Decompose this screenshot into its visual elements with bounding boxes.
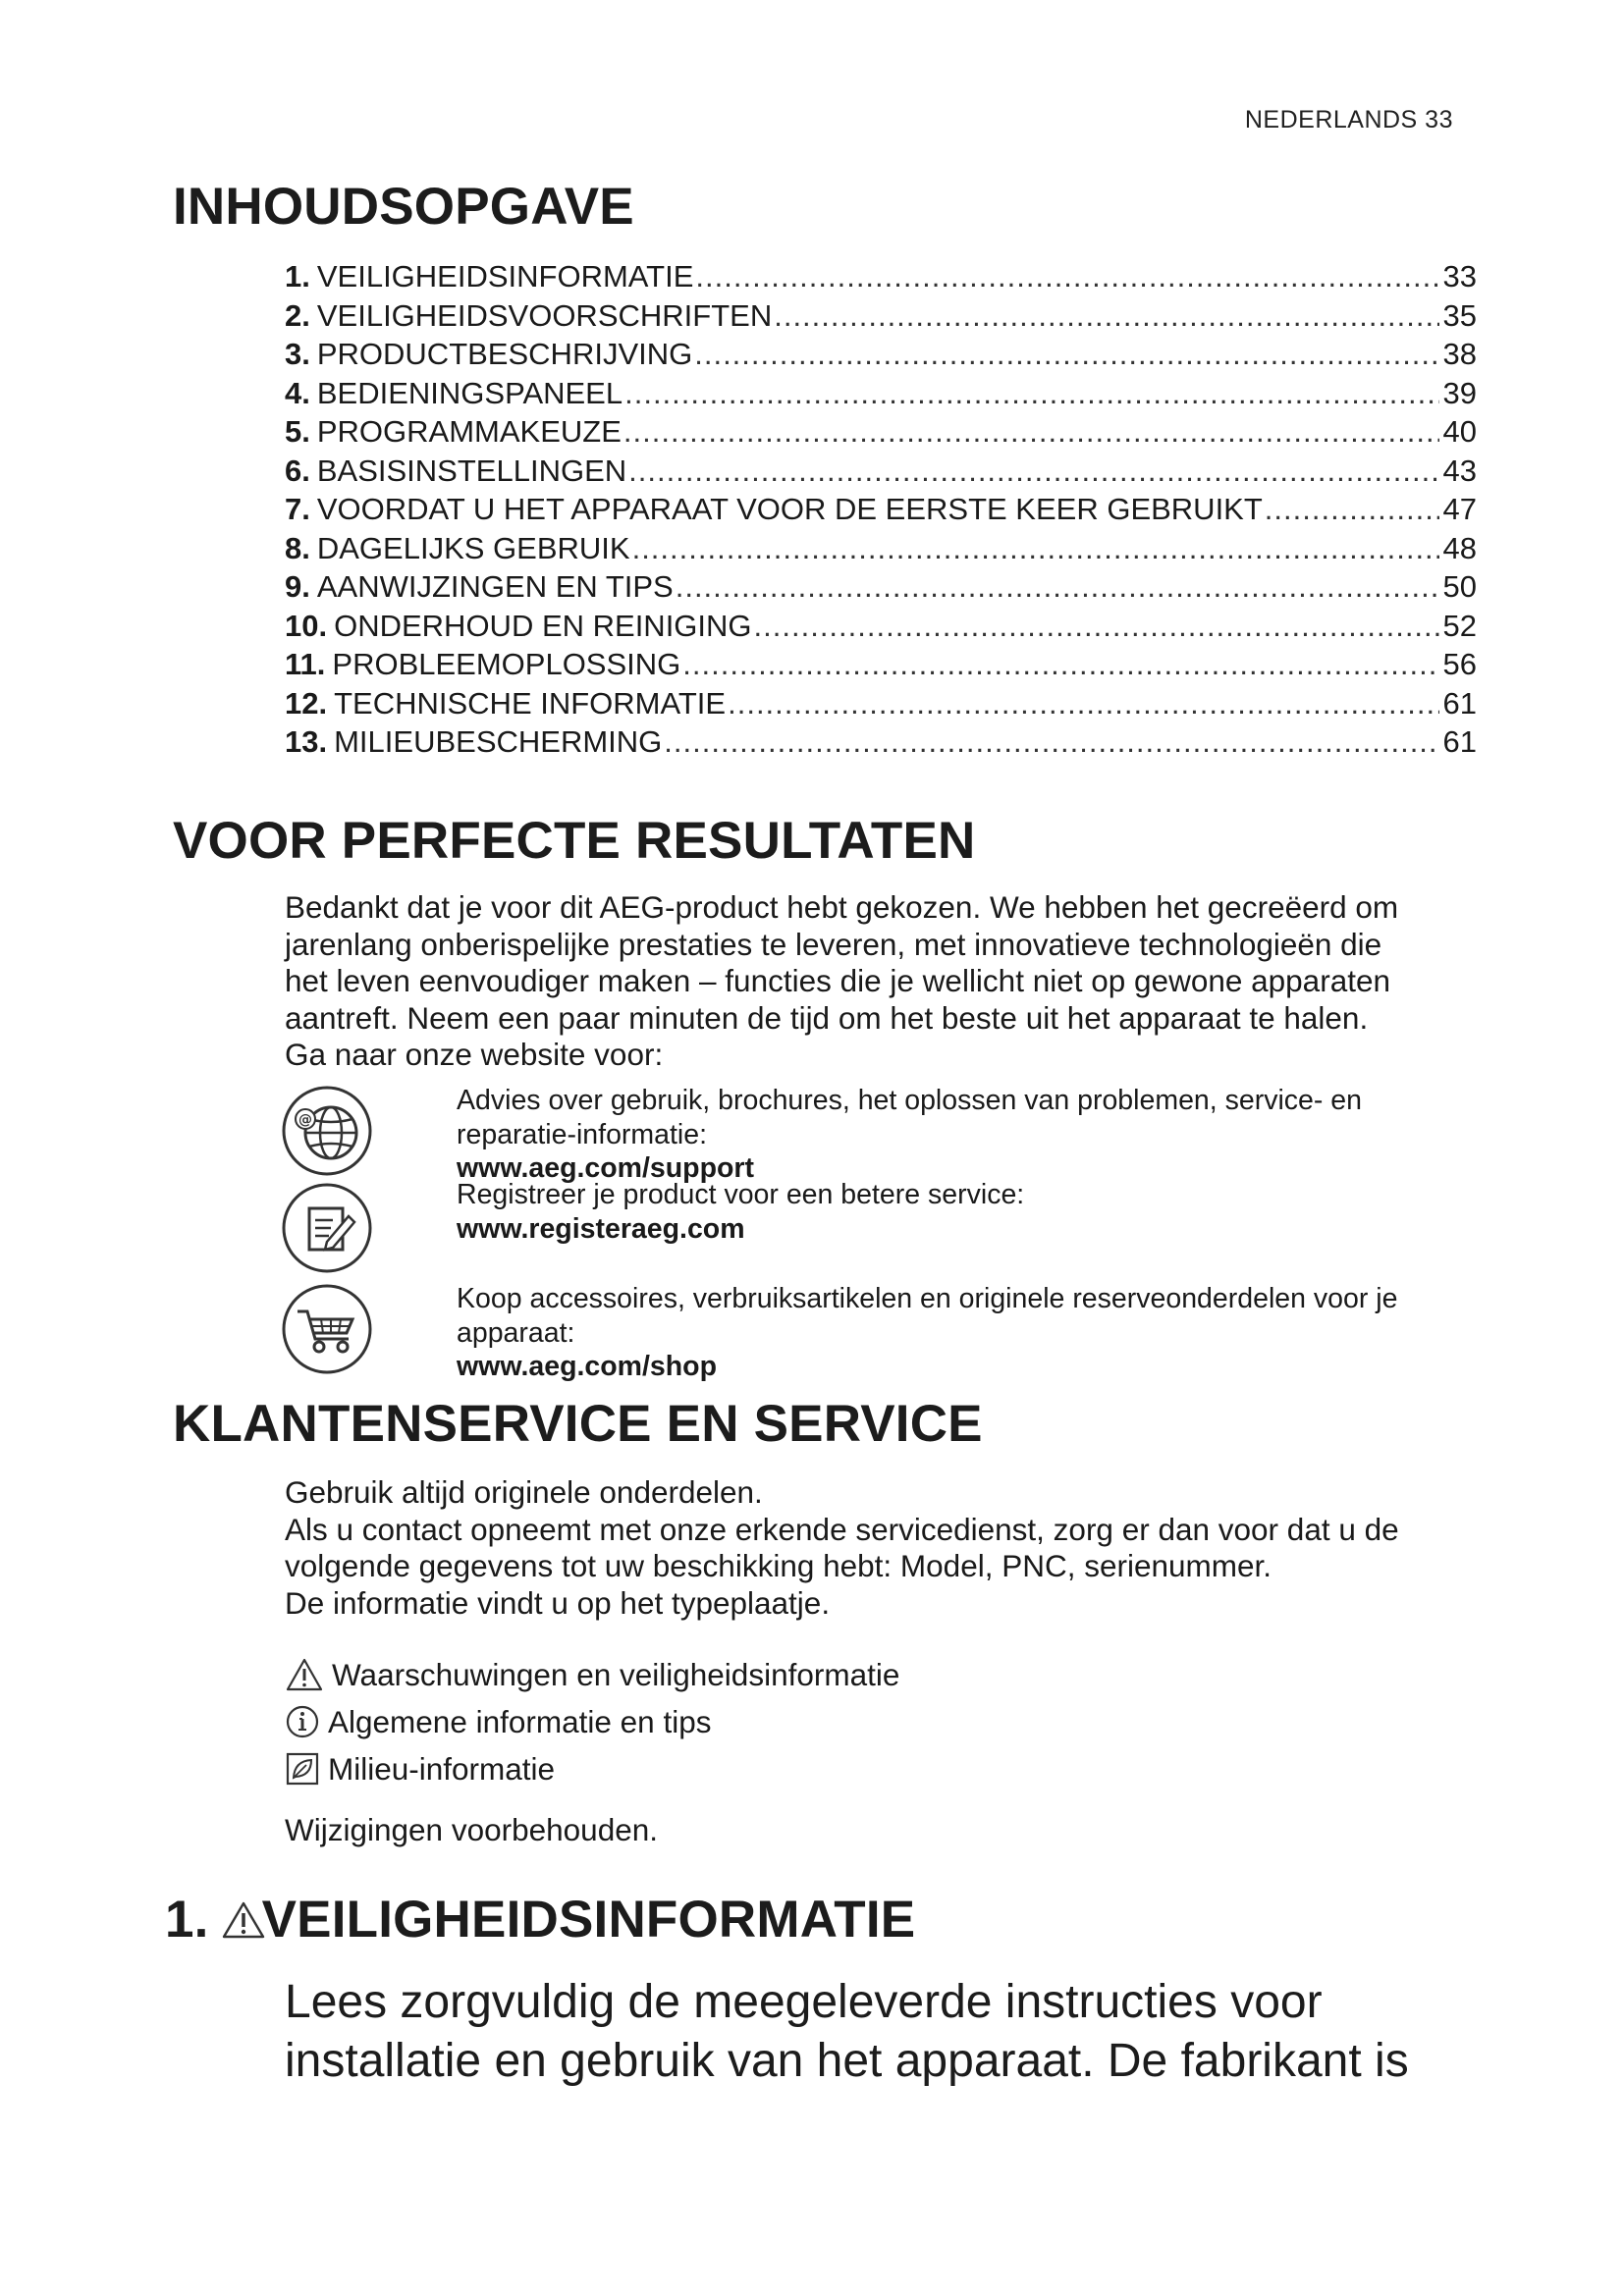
toc-leader — [623, 412, 1439, 452]
toc-entry[interactable] — [285, 490, 1477, 529]
toc-entry-title: DAGELIJKS GEBRUIK — [316, 530, 630, 565]
toc-entry[interactable] — [285, 335, 1477, 374]
toc-entry-title: PROGRAMMAKEUZE — [316, 414, 622, 449]
toc-leader — [728, 684, 1438, 723]
toc-entry-title: ONDERHOUD EN REINIGING — [334, 608, 752, 643]
toc-entry[interactable] — [285, 607, 1477, 646]
legend-text: Waarschuwingen en veiligheidsinformatie — [332, 1656, 900, 1692]
toc-entry-title: VOORDAT U HET APPARAAT VOOR DE EERSTE KEER GEBRUIKT — [316, 492, 1263, 526]
register-text-line: Registreer je product voor een betere service: — [457, 1179, 1025, 1210]
safety-heading — [165, 1890, 915, 1949]
toc-entry-page: 39 — [1442, 375, 1477, 410]
toc-entry-page: 38 — [1442, 337, 1477, 371]
legend-item — [285, 1651, 899, 1698]
toc-entry-title: AANWIJZINGEN EN TIPS — [316, 569, 674, 604]
legend-text: Milieu-informatie — [328, 1750, 556, 1787]
toc-entry[interactable] — [285, 452, 1477, 491]
toc-entry[interactable] — [285, 296, 1477, 336]
toc-leader — [664, 722, 1438, 762]
toc-entry-number: 11. — [285, 647, 326, 681]
toc-entry-number: 2. — [285, 297, 310, 333]
paragraph-line: aantreft. Neem een paar minuten de tijd om het beste uit het apparaat te halen. — [285, 999, 1369, 1036]
toc-entry-page: 35 — [1442, 297, 1477, 333]
toc-entry-title: PRODUCTBESCHRIJVING — [316, 337, 693, 371]
paragraph-line: Bedankt dat je voor dit AEG-product hebt gekozen. We hebben het gecreëerd om — [285, 889, 1399, 925]
toc-entry[interactable] — [285, 529, 1477, 568]
globe-icon — [280, 1084, 374, 1178]
support-text-line: Advies over gebruik, brochures, het oplossen van problemen, service- en — [457, 1085, 1362, 1116]
toc-entry-number: 8. — [285, 530, 310, 565]
toc-entry-number: 1. — [285, 259, 310, 294]
toc-entry-title: PROBLEEMOPLOSSING — [332, 647, 681, 681]
customer-service-title: KLANTENSERVICE EN SERVICE — [173, 1395, 983, 1453]
shopping-cart-icon — [280, 1282, 374, 1376]
toc-entry-title: BEDIENINGSPANEEL — [316, 375, 623, 410]
toc-leader — [628, 452, 1438, 491]
toc-entry-title: MILIEUBESCHERMING — [334, 724, 663, 759]
info-icon — [285, 1704, 320, 1739]
safety-intro-line: installatie en gebruik van het apparaat. De fabrikant is — [285, 2035, 1409, 2087]
paragraph-line: volgende gegevens tot uw beschikking hebt: Model, PNC, serienummer. — [285, 1548, 1272, 1583]
shop-text-line: apparaat: — [457, 1316, 575, 1349]
customer-service-text — [285, 1474, 1492, 1622]
toc-leader — [632, 529, 1439, 568]
toc-entry-page: 33 — [1442, 259, 1477, 294]
environment-icon — [285, 1751, 320, 1787]
toc-entry-number: 10. — [285, 608, 328, 643]
svg-text:@: @ — [298, 1112, 312, 1128]
changes-reserved-text: Wijzigingen voorbehouden. — [285, 1812, 658, 1847]
toc-entry-page: 43 — [1442, 453, 1477, 488]
toc-leader — [624, 374, 1438, 413]
toc-entry-page: 61 — [1442, 724, 1477, 759]
paragraph-line: Ga naar onze website voor: — [285, 1037, 664, 1072]
safety-heading-title: VEILIGHEIDSINFORMATIE — [261, 1891, 916, 1949]
toc-entry-number: 5. — [285, 414, 310, 449]
toc-leader — [682, 645, 1438, 684]
toc-entry-number: 7. — [285, 492, 310, 526]
toc-entry-number: 4. — [285, 375, 310, 410]
support-text-line: reparatie-informatie: — [457, 1118, 708, 1150]
legend-text: Algemene informatie en tips — [328, 1703, 712, 1739]
toc-entry-page: 52 — [1442, 608, 1477, 643]
toc-entry-number: 12. — [285, 685, 328, 721]
warning-icon — [221, 1899, 266, 1941]
warning-icon — [285, 1657, 324, 1692]
toc-entry[interactable] — [285, 412, 1477, 452]
safety-intro — [285, 1973, 1561, 2091]
perfect-results-intro — [285, 889, 1492, 1074]
perfect-results-title: VOOR PERFECTE RESULTATEN — [173, 812, 976, 870]
toc-leader — [695, 257, 1438, 296]
toc-entry-page: 61 — [1442, 685, 1477, 721]
table-of-contents — [285, 257, 1477, 762]
toc-entry-title: VEILIGHEIDSVOORSCHRIFTEN — [316, 297, 773, 333]
toc-entry[interactable] — [285, 567, 1477, 607]
toc-entry-page: 56 — [1442, 647, 1477, 681]
toc-entry-page: 40 — [1442, 414, 1477, 449]
toc-entry-number: 6. — [285, 453, 310, 488]
shop-link[interactable]: www.aeg.com/shop — [457, 1351, 717, 1382]
toc-entry[interactable] — [285, 257, 1477, 296]
toc-leader — [694, 335, 1438, 374]
register-link[interactable]: www.registeraeg.com — [457, 1212, 745, 1245]
toc-entry-page: 50 — [1442, 569, 1477, 604]
toc-entry-title: BASISINSTELLINGEN — [316, 453, 627, 488]
toc-entry[interactable] — [285, 684, 1477, 723]
toc-leader — [1265, 490, 1439, 529]
toc-leader — [676, 567, 1439, 607]
changes-reserved — [285, 1812, 1492, 1849]
toc-entry-number: 13. — [285, 724, 328, 759]
toc-entry-page: 48 — [1442, 530, 1477, 565]
toc-entry-title: VEILIGHEIDSINFORMATIE — [316, 259, 694, 294]
paragraph-line: Als u contact opneemt met onze erkende servicedienst, zorg er dan voor dat u de — [285, 1511, 1399, 1547]
toc-entry-title: TECHNISCHE INFORMATIE — [334, 685, 727, 721]
safety-intro-line: Lees zorgvuldig de meegeleverde instructies voor — [285, 1976, 1323, 2028]
paragraph-line: het leven eenvoudiger maken – functies die je wellicht niet op gewone apparaten — [285, 963, 1391, 998]
safety-heading-number: 1. — [165, 1891, 209, 1949]
toc-entry[interactable] — [285, 374, 1477, 413]
toc-leader — [754, 607, 1439, 646]
toc-title: INHOUDSOPGAVE — [173, 178, 634, 236]
legend-item — [285, 1745, 899, 1792]
header-language-page: NEDERLANDS 33 — [1244, 106, 1453, 133]
register-icon — [280, 1181, 374, 1275]
paragraph-line: jarenlang onberispelijke prestaties te leveren, met innovatieve technologieën die — [285, 926, 1382, 962]
toc-entry-page: 47 — [1442, 492, 1477, 526]
symbol-legend — [285, 1651, 899, 1792]
legend-item — [285, 1698, 899, 1745]
toc-entry[interactable] — [285, 645, 1477, 684]
shop-text-line: Koop accessoires, verbruiksartikelen en originele reserveonderdelen voor je — [457, 1283, 1398, 1314]
toc-entry[interactable] — [285, 722, 1477, 762]
support-link[interactable]: www.aeg.com/support — [457, 1152, 754, 1184]
paragraph-line: De informatie vindt u op het typeplaatje. — [285, 1584, 831, 1621]
paragraph-line: Gebruik altijd originele onderdelen. — [285, 1474, 763, 1510]
toc-entry-number: 9. — [285, 569, 310, 604]
toc-leader — [774, 296, 1438, 336]
toc-entry-number: 3. — [285, 337, 310, 371]
